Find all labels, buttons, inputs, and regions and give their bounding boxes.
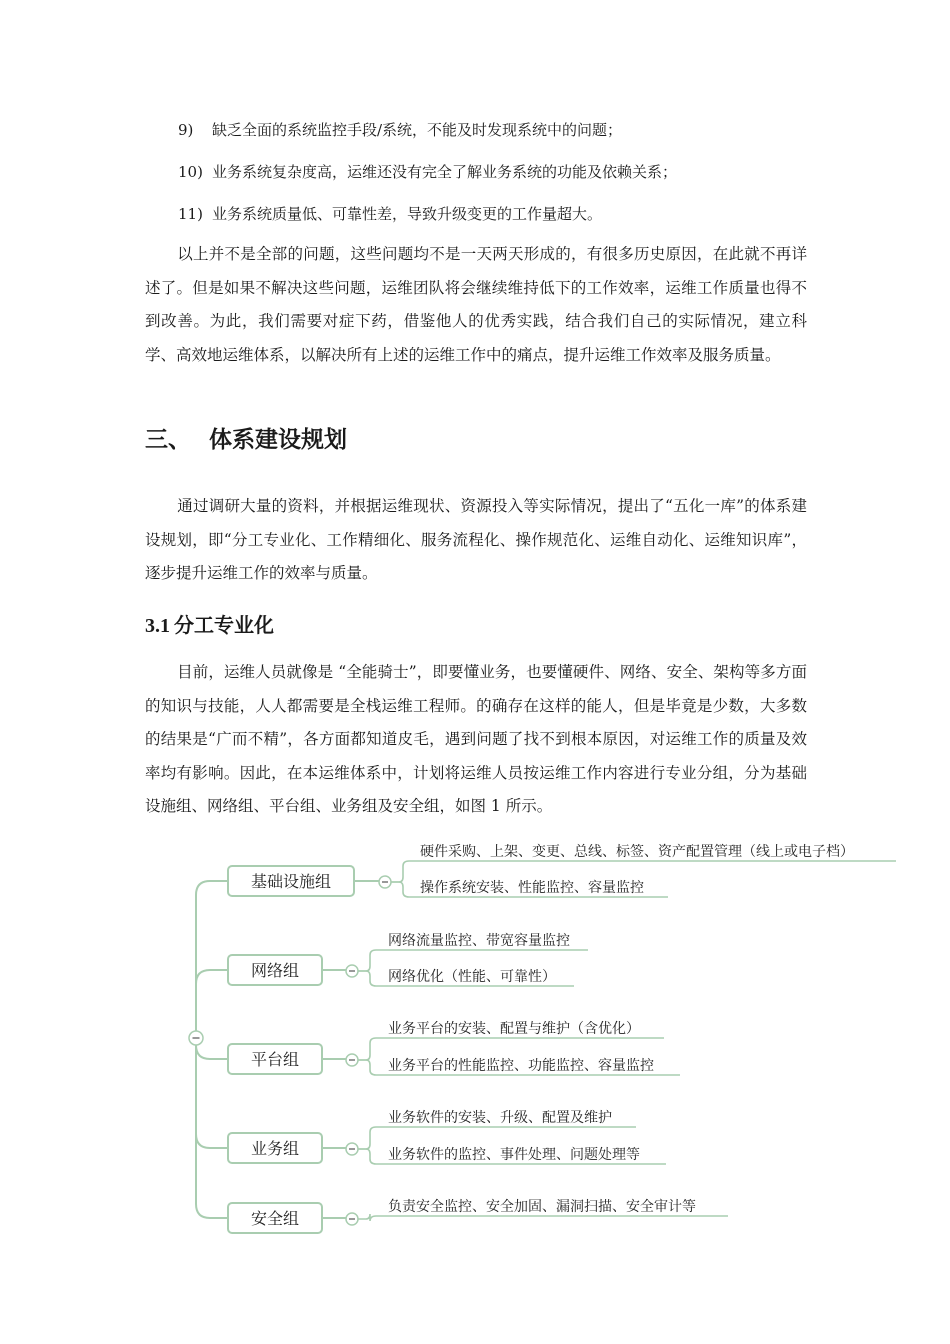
mindmap-branch bbox=[196, 1134, 228, 1148]
section-text: 通过调研大量的资料，并根据运维现状、资源投入等实际情况，提出了“五化一库”的体系建设规划，即“分工专业化、工作精细化、服务流程化、操作规范化、运维自动化、运维知识库”，逐步提升运维工作的效率与质量。 bbox=[145, 497, 807, 582]
list-number: 9) bbox=[178, 121, 194, 139]
list-text: 缺乏全面的系统监控手段/系统，不能及时发现系统中的问题； bbox=[212, 121, 623, 139]
section-number: 三、 bbox=[145, 427, 191, 453]
mindmap-branch bbox=[196, 970, 228, 984]
mindmap-leaf-label: 业务平台的安装、配置与维护（含优化） bbox=[388, 1021, 640, 1037]
mindmap-leaf-line bbox=[358, 1038, 664, 1060]
mindmap-leaf-line bbox=[391, 861, 896, 882]
mindmap-leaf-label: 网络流量监控、带宽容量监控 bbox=[388, 933, 570, 949]
mindmap-branch bbox=[196, 1204, 228, 1218]
mindmap-leaf-label: 操作系统安装、性能监控、容量监控 bbox=[420, 880, 644, 896]
mindmap-leaf-line bbox=[358, 1127, 636, 1149]
mindmap-leaf-label: 业务软件的监控、事件处理、问题处理等 bbox=[388, 1147, 640, 1163]
mindmap-leaf-label: 负责安全监控、安全加固、漏洞扫描、安全审计等 bbox=[388, 1199, 696, 1215]
mindmap-leaf-label: 业务平台的性能监控、功能监控、容量监控 bbox=[388, 1058, 654, 1074]
list-text: 业务系统质量低、可靠性差，导致升级变更的工作量超大。 bbox=[212, 205, 603, 223]
mindmap-leaf-label: 网络优化（性能、可靠性） bbox=[388, 969, 556, 985]
list-number: 10) bbox=[178, 163, 203, 181]
mindmap-node-label: 基础设施组 bbox=[250, 872, 332, 891]
mindmap-group bbox=[189, 843, 896, 1233]
mindmap-leaf-line bbox=[358, 1214, 728, 1221]
subsection-number: 3.1 bbox=[145, 615, 170, 637]
mindmap-leaf-label: 硬件采购、上架、变更、总线、标签、资产配置管理（线上或电子档） bbox=[420, 844, 854, 860]
mindmap-node-label: 网络组 bbox=[250, 961, 300, 980]
mindmap-branch bbox=[196, 1045, 228, 1059]
summary-text: 以上并不是全部的问题，这些问题均不是一天两天形成的，有很多历史原因，在此就不再详述了。但是如果不解决这些问题，运维团队将会继续维持低下的工作效率，运维工作质量也得不到改善。为此，我们需要对症下药，借鉴他人的优秀实践，结合我们自己的实际情况，建立科学、高效地运维体系，以解决所有上述的运维工作中的痛点，提升运维工作效率及服务质量。 bbox=[145, 245, 807, 364]
section-title: 体系建设规划 bbox=[209, 427, 347, 453]
mindmap-node-label: 平台组 bbox=[250, 1050, 300, 1069]
mindmap-branch bbox=[196, 881, 228, 895]
mindmap-leaf-line bbox=[358, 950, 588, 971]
subsection-title: 分工专业化 bbox=[174, 613, 274, 637]
mindmap-node-label: 安全组 bbox=[250, 1209, 300, 1228]
mindmap-leaf-label: 业务软件的安装、升级、配置及维护 bbox=[388, 1110, 612, 1126]
mindmap-node-label: 业务组 bbox=[250, 1139, 300, 1158]
subsection-text: 目前，运维人员就像是 “全能骑士”，即要懂业务，也要懂硬件、网络、安全、架构等多方面的知识与技能，人人都需要是全栈运维工程师。的确存在这样的能人，但是毕竟是少数，大多数的结果是“广而不精”，各方面都知道皮毛，遇到问题了找不到根本原因，对运维工作的质量及效率均有影响。因此，在本运维体系中，计划将运维人员按运维工作内容进行专业分组，分为基础设施组、网络组、平台组、业务组及安全组，如图 1 所示。 bbox=[145, 663, 807, 815]
list-number: 11) bbox=[178, 205, 203, 223]
list-text: 业务系统复杂度高，运维还没有完全了解业务系统的功能及依赖关系； bbox=[212, 163, 678, 181]
